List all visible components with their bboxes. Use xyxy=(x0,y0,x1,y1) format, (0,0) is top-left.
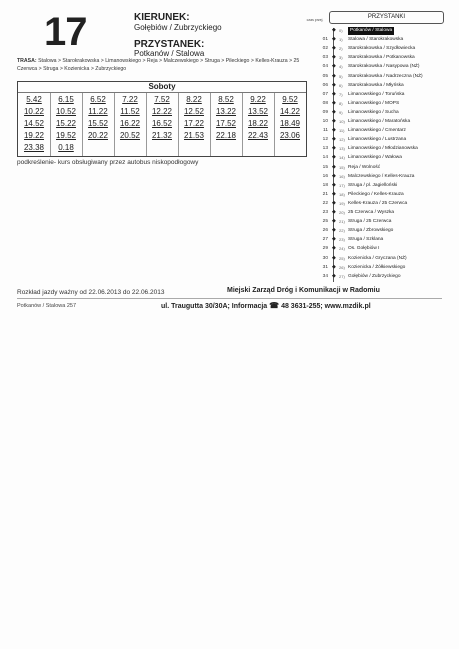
departure-time: 11.52 xyxy=(120,107,140,116)
stop-index: 1) xyxy=(339,37,343,43)
departure-time: 14.52 xyxy=(23,119,45,128)
departure-time: 19.52 xyxy=(55,131,77,140)
departure-time: 17.52 xyxy=(215,119,237,128)
stop-marker-icon: ◆ xyxy=(332,154,336,161)
stop-item xyxy=(306,264,456,272)
stop-marker-icon: ◆ xyxy=(332,209,336,215)
stop-marker-icon: ◆ xyxy=(332,136,336,143)
stop-marker-icon: ◆ xyxy=(332,99,336,106)
stop-marker-icon: ◆ xyxy=(332,172,336,179)
departures-table xyxy=(17,81,307,157)
stop-index: 25) xyxy=(339,255,345,261)
stop-item xyxy=(306,136,456,144)
stop-time: 04 xyxy=(322,64,328,70)
address: ul. Traugutta 30/30A; Informacja xyxy=(161,303,268,310)
departure-time: 12.52 xyxy=(183,107,205,116)
direction-label: KIERUNEK: xyxy=(134,12,190,23)
stop-index: 15) xyxy=(339,164,345,170)
stops-panel-title: PRZYSTANKI xyxy=(329,11,444,24)
stop-index: 17) xyxy=(339,182,345,188)
stop-item xyxy=(306,82,456,90)
stop-marker-icon: ◆ xyxy=(332,245,336,252)
stop-index: 14) xyxy=(339,155,345,161)
route-trasa xyxy=(17,57,302,73)
stop-marker-icon: ◆ xyxy=(332,190,336,197)
stop-item xyxy=(306,63,456,71)
stop-name: Malczewskiego / Kelles-Krauza xyxy=(348,173,415,179)
stop-item xyxy=(306,173,456,181)
stop-item xyxy=(306,191,456,199)
phone-web: 48 3631-255; www.mzdik.pl xyxy=(281,303,371,310)
stop-marker-icon: ◆ xyxy=(332,236,336,243)
departure-time: 16.52 xyxy=(151,119,173,128)
stop-time: 26 xyxy=(322,228,328,234)
stop-index: 8) xyxy=(339,100,343,106)
organization-name: Miejski Zarząd Dróg i Komunikacji w Radomiu xyxy=(227,287,380,294)
stop-time: 31 xyxy=(322,264,328,270)
departure-time: 10.22 xyxy=(23,107,45,116)
departure-time: 23.06 xyxy=(279,131,301,140)
stop-time: 27 xyxy=(322,237,328,243)
stop-name: Gołębiów / Zubrzyckiego xyxy=(348,273,401,279)
stop-marker-icon: ◆ xyxy=(332,118,336,124)
stop-index: 19) xyxy=(339,200,345,206)
stop-index: 13) xyxy=(339,146,345,152)
departure-time: 21.53 xyxy=(183,131,205,140)
stop-name: Starokrakowska / Szydłowiecka xyxy=(348,46,416,52)
stop-marker-icon: ◆ xyxy=(332,72,336,79)
stop-time: 15 xyxy=(322,164,328,170)
departure-time: 9.52 xyxy=(282,95,298,104)
stop-item xyxy=(306,127,456,135)
contact-info xyxy=(161,301,371,310)
stop-name: Limanowskiego / Cmentarz xyxy=(348,128,406,134)
stop-time: 05 xyxy=(322,73,328,79)
stop-time: 13 xyxy=(322,146,328,152)
stop-item xyxy=(306,145,456,153)
departure-time: 17.22 xyxy=(183,119,205,128)
trasa-label: TRASA: xyxy=(17,58,37,64)
departure-time: 9.22 xyxy=(250,95,266,104)
stop-time: 14 xyxy=(322,155,328,161)
stop-time: 30 xyxy=(322,255,328,261)
departure-time: 18.49 xyxy=(279,119,301,128)
stop-item xyxy=(306,273,456,281)
stop-marker-icon: ◆ xyxy=(332,254,336,261)
stop-item xyxy=(306,209,456,217)
stop-name: Limanowskiego / Sucha xyxy=(348,109,399,115)
trasa-text: Stalowa > Starokrakowska > Limanowskiego > Reja > Malczewskiego > Struga > Pileckiego > Kelles-Krauza > 25 Czerwca > Struga > Kozienicka > Zubrzyckiego xyxy=(17,58,300,72)
departure-time: 19.22 xyxy=(23,131,45,140)
stop-name: Stalowa / Starokrakowska xyxy=(348,37,404,43)
departure-time: 10.52 xyxy=(55,107,77,116)
stop-marker-icon: ◆ xyxy=(332,63,336,70)
phone-icon: ☎ xyxy=(269,301,280,310)
stop-item xyxy=(306,36,456,44)
departure-time: 22.43 xyxy=(247,131,269,140)
departures-grid xyxy=(18,93,306,156)
stop-time: 06 xyxy=(322,82,328,88)
departure-time: 14.22 xyxy=(279,107,301,116)
departure-time: 11.22 xyxy=(88,107,108,116)
stop-index: 3) xyxy=(339,55,343,61)
stop-time: 11 xyxy=(323,128,328,134)
stop-name: Reja / Wolność xyxy=(348,164,381,170)
stop-index: 24) xyxy=(339,246,345,252)
stop-index: 4) xyxy=(339,64,343,70)
stop-time: 18 xyxy=(322,182,328,188)
stop-name: Kozienicka / Gryczana (NŻ) xyxy=(348,255,407,261)
stop-marker-icon: ◆ xyxy=(332,36,336,43)
stop-marker-icon: ◆ xyxy=(332,145,336,152)
stop-marker-icon: ◆ xyxy=(332,199,336,206)
stop-marker-icon: ◆ xyxy=(332,163,336,170)
stop-item xyxy=(306,227,456,235)
stop-index: 11) xyxy=(339,128,345,134)
stop-index: 21) xyxy=(339,219,345,225)
stop-item xyxy=(306,45,456,53)
departure-time: 8.22 xyxy=(186,95,202,104)
stop-item xyxy=(306,236,456,244)
stop-time: 03 xyxy=(322,55,328,61)
stop-name: Limanowskiego / Maratońska xyxy=(348,119,411,124)
departure-time: 7.52 xyxy=(154,95,170,104)
stop-item xyxy=(306,118,456,126)
departure-time: 20.22 xyxy=(87,131,109,140)
route-number: 17 xyxy=(44,10,87,54)
stop-name: Limanowskiego / Lustrzana xyxy=(348,137,407,143)
stop-marker-icon: ◆ xyxy=(332,272,336,279)
departure-time: 15.52 xyxy=(87,119,109,128)
stop-value: Potkanów / Stalowa xyxy=(134,49,205,58)
stop-index: 18) xyxy=(339,191,345,197)
direction-value: Gołębiów / Zubrzyckiego xyxy=(134,23,222,32)
stop-name: Kozienicka / Żółkiewskiego xyxy=(348,264,406,270)
stop-name: Struga / Zbrowskiego xyxy=(348,228,394,234)
validity-text: Rozkład jazdy ważny od 22.06.2013 do 22.06.2013 xyxy=(17,289,165,296)
departure-time: 13.22 xyxy=(215,107,237,116)
divider xyxy=(17,298,442,299)
stop-name: Limanowskiego / MOPS xyxy=(348,100,400,106)
departure-time: 8.52 xyxy=(218,95,234,104)
underline-note: podkreślenie- kurs obsługiwany przez autobus niskopodłogowy xyxy=(17,159,199,166)
stop-time: 34 xyxy=(322,273,328,279)
stop-marker-icon: ◆ xyxy=(332,81,336,88)
stop-index: 12) xyxy=(339,137,345,143)
stop-item xyxy=(306,182,456,190)
stop-code: Potkanów / Stalowa 257 xyxy=(17,303,77,309)
stop-item xyxy=(306,255,456,263)
stop-marker-icon: ◆ xyxy=(332,263,336,270)
stop-index: 7) xyxy=(339,91,343,97)
departure-time: 20.52 xyxy=(119,131,141,140)
stop-name: Kelles-Krauza / 25 Czerwca xyxy=(348,200,408,206)
departure-time: 13.52 xyxy=(247,107,269,116)
stop-time: 10 xyxy=(322,119,328,124)
stop-item xyxy=(306,154,456,162)
stop-name: Struga / 25 Czerwca xyxy=(348,219,392,225)
departure-time: 6.15 xyxy=(58,95,74,104)
stop-name: Potkanów / Stalowa xyxy=(350,28,393,33)
table-title: Soboty xyxy=(18,82,306,93)
stop-time: 08 xyxy=(322,100,328,106)
stop-index: 10) xyxy=(339,119,345,124)
stop-item xyxy=(306,245,456,253)
travel-time-header: czas przej. xyxy=(306,18,324,22)
stop-index: 9) xyxy=(339,109,343,115)
stop-name: Pileckiego / Kelles-Krauza xyxy=(348,191,404,197)
stop-name: Starokrakowska / Młyńska xyxy=(348,82,404,88)
departure-time: 22.18 xyxy=(215,131,237,140)
stop-name: Os. Gołębiów I xyxy=(348,246,380,252)
stop-index: 20) xyxy=(339,210,345,215)
stop-index: 27) xyxy=(339,273,345,279)
stop-index: 5) xyxy=(339,73,343,79)
departure-time: 16.22 xyxy=(119,119,141,128)
stop-time: 23 xyxy=(322,210,328,215)
stop-time: 21 xyxy=(322,191,328,197)
departure-time: 12.22 xyxy=(151,107,173,116)
stop-time: 09 xyxy=(322,109,328,115)
stop-item xyxy=(306,27,456,35)
stop-item xyxy=(306,54,456,62)
stop-index: 22) xyxy=(339,228,345,234)
stop-label: PRZYSTANEK: xyxy=(134,39,205,50)
stop-item xyxy=(306,200,456,208)
stop-item xyxy=(306,109,456,117)
stop-marker-icon: ◆ xyxy=(332,90,336,97)
stop-marker-icon: ◆ xyxy=(332,181,336,188)
stop-name: 25 Czerwca / Wyszka xyxy=(348,210,395,215)
stop-item xyxy=(306,73,456,81)
stop-item xyxy=(306,164,456,172)
stop-name: Starokrakowska / Nasypowa (NŻ) xyxy=(348,64,420,70)
stop-time: 12 xyxy=(322,137,328,143)
stop-name: Struga / Szklana xyxy=(348,237,384,243)
stop-name: Starokrakowska / Potkanowska xyxy=(348,55,415,61)
departure-time: 18.22 xyxy=(247,119,269,128)
stop-name: Limanowskiego / Toruńska xyxy=(348,91,405,97)
stop-time: 25 xyxy=(322,219,328,225)
stop-name: Struga / pl. Jagielloński xyxy=(348,182,398,188)
stop-time: 16 xyxy=(322,173,328,179)
departure-time: 6.52 xyxy=(90,95,106,104)
stop-marker-icon: ◆ xyxy=(332,54,336,61)
departure-time: 5.42 xyxy=(26,95,42,104)
stop-item xyxy=(306,91,456,99)
stop-name: Starokrakowska / Nadrzeczna (NŻ) xyxy=(348,73,423,79)
stop-time: 01 xyxy=(322,37,328,43)
stop-name: Limanowskiego / Młodzianowska xyxy=(348,146,418,152)
stop-time: 02 xyxy=(322,46,328,52)
stop-time: 07 xyxy=(322,91,328,97)
stop-marker-icon: ◆ xyxy=(332,127,336,134)
stop-item xyxy=(306,218,456,226)
departure-time: 23.38 xyxy=(23,143,45,152)
stop-time: 29 xyxy=(322,246,328,252)
stop-index: 23) xyxy=(339,237,345,243)
departure-time: 0.18 xyxy=(58,143,74,152)
stop-index: 26) xyxy=(339,264,345,270)
departure-time: 21.32 xyxy=(151,131,173,140)
stop-marker-icon: ◆ xyxy=(332,45,336,52)
stop-item xyxy=(306,100,456,108)
stop-time: 22 xyxy=(322,200,328,206)
stop-marker-icon: ◆ xyxy=(332,218,336,225)
stop-index: 0) xyxy=(339,28,343,33)
stop-index: 16) xyxy=(339,173,345,179)
stop-index: 2) xyxy=(339,46,343,52)
departure-time: 15.22 xyxy=(55,119,77,128)
stop-index: 6) xyxy=(339,82,343,88)
departure-time: 7.22 xyxy=(122,95,138,104)
stop-marker-icon: ◆ xyxy=(332,108,336,115)
stop-marker-icon: ◆ xyxy=(332,227,336,234)
stop-name: Limanowskiego / Wałowa xyxy=(348,155,402,161)
stop-marker-icon: ◆ xyxy=(332,27,336,33)
